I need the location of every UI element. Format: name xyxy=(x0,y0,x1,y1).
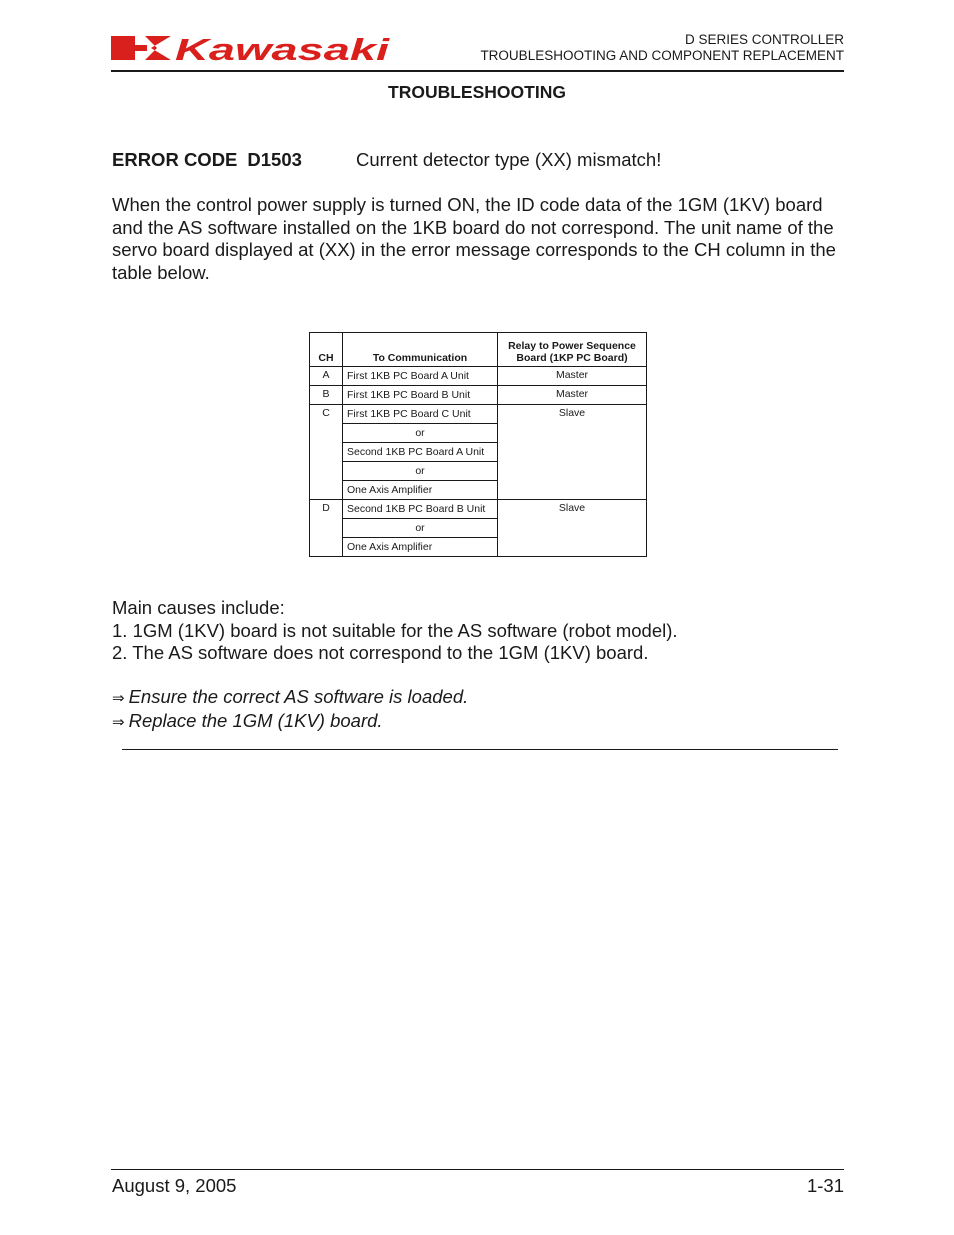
table-row xyxy=(310,367,647,386)
table-row xyxy=(310,500,647,519)
relay-cell: Slave xyxy=(498,500,647,557)
section-end-divider xyxy=(122,749,838,750)
communication-cell: First 1KB PC Board C Unit xyxy=(343,405,498,424)
footer-date: August 9, 2005 xyxy=(112,1175,237,1196)
table-row xyxy=(310,405,647,424)
arrow-icon: ⇒ xyxy=(112,689,125,707)
header-relay-line1: Relay to Power Sequence xyxy=(508,340,636,352)
communication-cell: One Axis Amplifier xyxy=(343,481,498,500)
header-relay-line2: Board (1KP PC Board) xyxy=(516,352,628,364)
causes-intro: Main causes include: xyxy=(112,597,285,618)
cause-item: 1. 1GM (1KV) board is not suitable for the AS software (robot model). xyxy=(112,619,678,641)
error-explanation: When the control power supply is turned ON, the ID code data of the 1GM (1KV) board and the AS software installed on the 1KB board do not correspond. The unit name of the servo board displayed at (XX) in the error message corresponds to the CH column in the table below. xyxy=(112,194,836,283)
header-subtitle: TROUBLESHOOTING AND COMPONENT REPLACEMENT xyxy=(480,48,844,63)
kawasaki-logo xyxy=(111,33,391,63)
error-code: D1503 xyxy=(247,149,302,170)
footer-divider xyxy=(111,1169,844,1170)
action-text: Ensure the correct AS software is loaded. xyxy=(128,686,469,707)
action-item xyxy=(112,710,468,734)
table-header-row xyxy=(310,333,647,367)
ch-cell: A xyxy=(310,367,343,386)
error-heading xyxy=(112,149,662,171)
header-ch: CH xyxy=(310,333,343,367)
arrow-icon: ⇒ xyxy=(112,712,125,731)
section-title: TROUBLESHOOTING xyxy=(388,82,566,102)
table-row xyxy=(310,386,647,405)
error-description: Current detector type (XX) mismatch! xyxy=(356,149,662,170)
actions-list xyxy=(112,686,468,733)
header-divider xyxy=(111,70,844,72)
communication-cell: One Axis Amplifier xyxy=(343,538,498,557)
communication-cell: Second 1KB PC Board B Unit xyxy=(343,500,498,519)
communication-cell: First 1KB PC Board B Unit xyxy=(343,386,498,405)
action-item xyxy=(112,686,468,710)
communication-cell: Second 1KB PC Board A Unit xyxy=(343,443,498,462)
ch-cell: B xyxy=(310,386,343,405)
channel-table xyxy=(309,332,647,557)
header-to-communication: To Communication xyxy=(343,333,498,367)
header-series: D SERIES CONTROLLER xyxy=(684,32,844,47)
communication-or-cell: or xyxy=(343,519,498,538)
ch-cell: D xyxy=(310,500,343,557)
ch-cell: C xyxy=(310,405,343,500)
page-number: 1-31 xyxy=(806,1175,844,1196)
relay-cell: Master xyxy=(498,386,647,405)
brand-name: Kawasaki xyxy=(175,33,391,63)
relay-cell: Slave xyxy=(498,405,647,500)
cause-item: 2. The AS software does not correspond to the 1GM (1KV) board. xyxy=(112,642,649,663)
relay-cell: Master xyxy=(498,367,647,386)
communication-or-cell: or xyxy=(343,462,498,481)
communication-cell: First 1KB PC Board A Unit xyxy=(343,367,498,386)
communication-or-cell: or xyxy=(343,424,498,443)
action-text: Replace the 1GM (1KV) board. xyxy=(128,709,383,731)
error-code-label: ERROR CODE xyxy=(112,149,238,170)
causes-list xyxy=(112,597,678,665)
header-relay xyxy=(498,333,647,367)
